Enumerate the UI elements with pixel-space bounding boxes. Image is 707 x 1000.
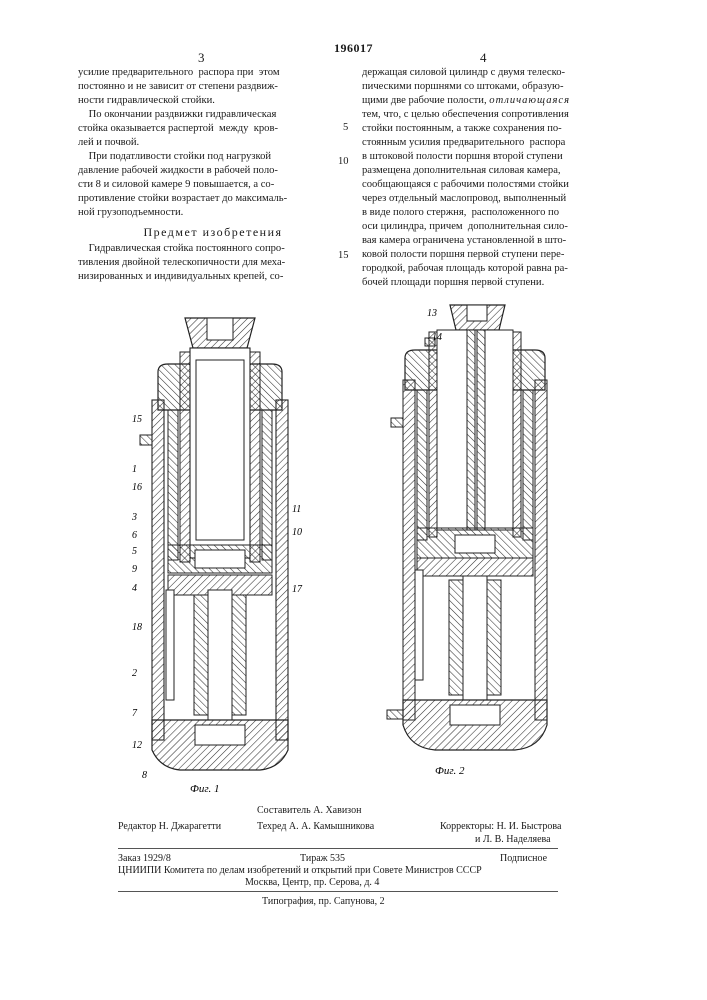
- figure-1-drawing: [110, 300, 330, 800]
- fig1-label: 4: [132, 583, 137, 594]
- text-line: Гидравлическая стойка постоянного сопро-: [78, 242, 348, 256]
- text-line: стойки постоянным, а также сохранения по-: [362, 122, 652, 136]
- text-line: ной грузоподъемности.: [78, 206, 348, 220]
- text-line: По окончании раздвижки гидравлическая: [78, 108, 348, 122]
- divider: [118, 848, 558, 849]
- figure-2-drawing: [375, 300, 575, 780]
- figure-caption: Фиг. 1: [190, 783, 220, 795]
- text-line: постоянно и не зависит от степени раздвиж-: [78, 80, 348, 94]
- text-line: пическими поршнями со штоками, образую-: [362, 80, 652, 94]
- fig2-label: 13: [427, 308, 437, 319]
- order: Заказ 1929/8: [118, 852, 171, 865]
- left-column-number: 3: [198, 50, 205, 66]
- text-line: [362, 94, 652, 108]
- text-line: бочей площади поршня первой ступени.: [362, 276, 652, 290]
- text-line: усилие предварительного распора при этом: [78, 66, 348, 80]
- text-line: низированных и индивидуальных крепей, со-: [78, 270, 348, 284]
- right-text-column: [362, 66, 652, 290]
- text-line-start: щими две рабочие полости,: [362, 95, 489, 106]
- text-line: лей и почвой.: [78, 136, 348, 150]
- text-line: тивления двойной телескопичности для меха-: [78, 256, 348, 270]
- text-line: стоянным усилия предварительного распора: [362, 136, 652, 150]
- right-column-number: 4: [480, 50, 487, 66]
- left-text-column: [78, 66, 348, 284]
- fig1-label: 7: [132, 708, 138, 719]
- text-line: в штоковой полости поршня второй ступени: [362, 150, 652, 164]
- circulation: Тираж 535: [300, 852, 345, 865]
- fig1-label: 9: [132, 564, 137, 575]
- fig1-label: 16: [132, 482, 142, 493]
- text-line: вая камера ограничена установленной в што-: [362, 234, 652, 248]
- line-marker: 10: [338, 156, 349, 167]
- fig1-label: 8: [142, 770, 147, 781]
- text-line: в виде полого стержня, расположенного по: [362, 206, 652, 220]
- text-line: размещена дополнительная силовая камера,: [362, 164, 652, 178]
- text-line: сообщающаяся с рабочими полостями стойки: [362, 178, 652, 192]
- text-line: тем, что, с целью обеспечения сопротивления: [362, 108, 652, 122]
- fig1-label: 18: [132, 622, 142, 633]
- institute: ЦНИИПИ Комитета по делам изобретений и открытий при Совете Министров СССР: [118, 864, 482, 877]
- section-heading: Предмет изобретения: [78, 225, 348, 239]
- claim-emphasis: отличающаяся: [489, 95, 570, 106]
- text-line: оси цилиндра, причем дополнительная сило-: [362, 220, 652, 234]
- fig1-label: 2: [132, 668, 137, 679]
- compiler: Составитель А. Хавизон: [257, 804, 361, 817]
- text-line: держащая силовой цилиндр с двумя телеско-: [362, 66, 652, 80]
- subscription: Подписное: [500, 852, 547, 865]
- fig1-label: 3: [131, 512, 137, 523]
- fig2-label: 14: [432, 332, 442, 343]
- printer: Типография, пр. Сапунова, 2: [262, 895, 385, 908]
- fig1-label: 10: [292, 527, 302, 538]
- fig1-label: 6: [132, 530, 137, 541]
- text-line: При податливости стойки под нагрузкой: [78, 150, 348, 164]
- fig1-label: 15: [132, 414, 142, 425]
- corrector-2: и Л. В. Наделяева: [475, 833, 551, 846]
- fig1-label: 5: [132, 546, 137, 557]
- techred: Техред А. А. Камышникова: [257, 820, 374, 833]
- text-line: противление стойки возрастает до максималь-: [78, 192, 348, 206]
- figure-caption: Фиг. 2: [435, 765, 465, 777]
- text-line: ности гидравлической стойки.: [78, 94, 348, 108]
- fig1-label: 11: [292, 504, 301, 515]
- text-line: сти 8 и силовой камере 9 повышается, а со-: [78, 178, 348, 192]
- line-marker: 5: [343, 122, 348, 133]
- patent-number: 196017: [0, 41, 707, 56]
- line-marker: 15: [338, 250, 349, 261]
- fig1-label: 1: [132, 464, 137, 475]
- fig1-label: 12: [132, 740, 142, 751]
- correctors: Корректоры: Н. И. Быстрова: [440, 820, 561, 833]
- text-line: через отдельный маслопровод, выполненный: [362, 192, 652, 206]
- fig1-label: 17: [292, 584, 303, 595]
- divider: [118, 891, 558, 892]
- text-line: стойка оказывается распертой между кров-: [78, 122, 348, 136]
- text-line: городкой, рабочая площадь которой равна ра-: [362, 262, 652, 276]
- text-line: давление рабочей жидкости в рабочей поло-: [78, 164, 348, 178]
- editor: Редактор Н. Джарагетти: [118, 820, 221, 833]
- text-line: ковой полости поршня первой ступени пере-: [362, 248, 652, 262]
- address: Москва, Центр, пр. Серова, д. 4: [245, 876, 379, 889]
